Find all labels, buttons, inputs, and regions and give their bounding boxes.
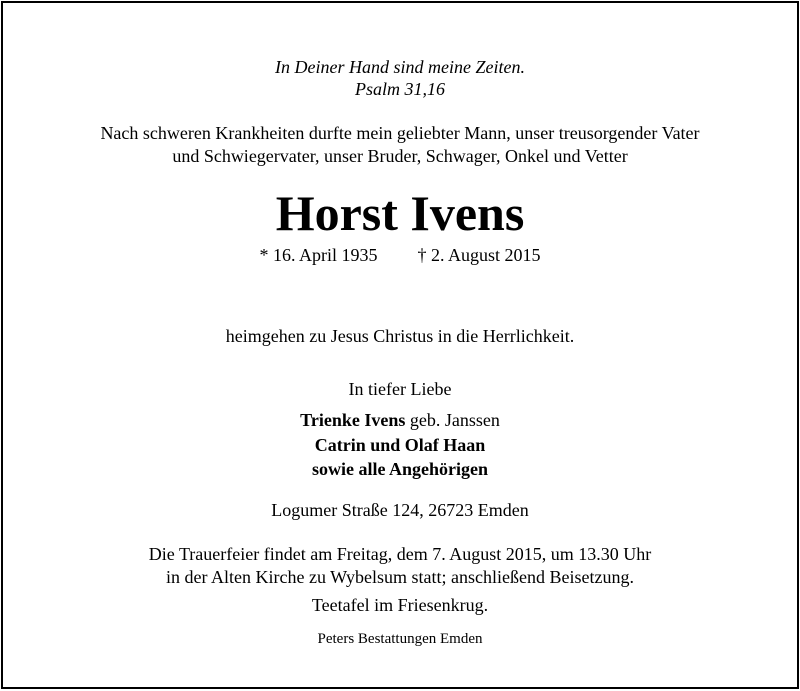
obituary-notice xyxy=(1,1,799,689)
mourners-heading: In tiefer Liebe xyxy=(348,379,452,399)
deceased-name: Horst Ivens xyxy=(275,185,525,241)
service-line-1: Die Trauerfeier findet am Freitag, dem 7. August 2015, um 13.30 Uhr xyxy=(148,544,652,564)
verse-line-1: In Deiner Hand sind meine Zeiten. xyxy=(275,57,525,77)
mourner-family: Catrin und Olaf Haan xyxy=(314,435,486,455)
birth-date: * 16. April 1935 xyxy=(259,245,378,265)
intro-line-1: Nach schweren Krankheiten durfte mein geliebter Mann, unser treusorgender Vater xyxy=(100,123,700,143)
service-line-3: Teetafel im Friesenkrug. xyxy=(311,595,489,615)
service-line-2: in der Alten Kirche zu Wybelsum statt; anschließend Beisetzung. xyxy=(166,567,634,587)
verse-reference: Psalm 31,16 xyxy=(355,79,445,99)
intro-line-2: und Schwiegervater, unser Bruder, Schwager, Onkel und Vetter xyxy=(172,146,628,166)
mourner-relatives: sowie alle Angehörigen xyxy=(312,459,488,479)
mourner-wife xyxy=(3,409,797,431)
passing-statement: heimgehen zu Jesus Christus in die Herrlichkeit. xyxy=(225,326,575,346)
wife-maiden-name: geb. Janssen xyxy=(405,410,500,430)
life-dates xyxy=(3,244,797,266)
death-date: † 2. August 2015 xyxy=(417,245,541,265)
wife-name: Trienke Ivens xyxy=(300,410,406,430)
family-address: Logumer Straße 124, 26723 Emden xyxy=(271,500,529,520)
undertaker-credit: Peters Bestattungen Emden xyxy=(317,631,483,647)
